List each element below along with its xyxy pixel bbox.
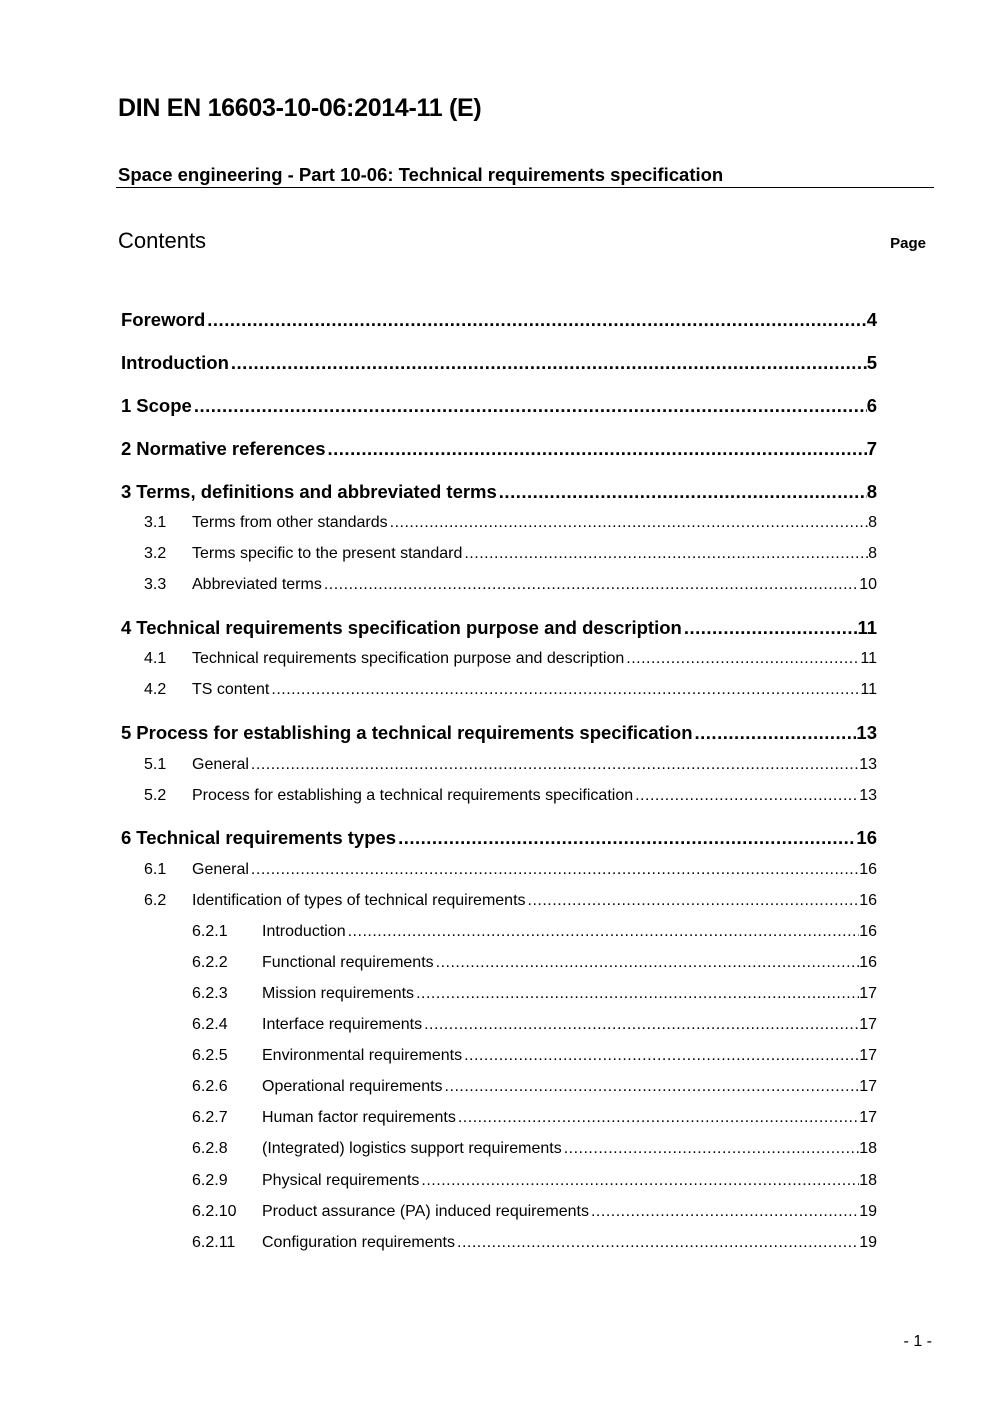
toc-entry-title: Product assurance (PA) induced requirements <box>262 1203 589 1220</box>
toc-entry-number: 2 <box>121 438 132 459</box>
toc-leader-dots <box>564 1140 860 1158</box>
toc-entry-page: 17 <box>859 1047 877 1064</box>
toc-entry[interactable] <box>121 827 877 849</box>
toc-leader-dots <box>528 892 860 910</box>
toc-entry-title: Process for establishing a technical requirements specification <box>192 787 634 804</box>
toc-entry-number: 4.1 <box>144 650 167 667</box>
toc-leader-dots <box>348 923 860 941</box>
toc-entry-page: 11 <box>860 681 877 698</box>
toc-entry[interactable] <box>121 1203 877 1221</box>
toc-entry-page: 19 <box>859 1203 877 1220</box>
toc-entry-title: Human factor requirements <box>262 1109 456 1126</box>
toc-leader-dots <box>464 1047 859 1065</box>
toc-entry-number: 6.2 <box>144 892 167 909</box>
toc-entry-title: Interface requirements <box>262 1016 423 1033</box>
toc-entry-page: 11 <box>857 617 877 638</box>
footer-page-number: - 1 - <box>903 1333 932 1350</box>
toc-entry-title: Technical requirements specification purpose and description <box>136 617 682 638</box>
toc-leader-dots <box>390 514 868 532</box>
toc-leader-dots <box>457 1234 859 1252</box>
toc-entry-page: 16 <box>859 954 877 971</box>
toc-entry-number: 5.1 <box>144 756 167 773</box>
toc-entry-number: 3 <box>121 481 132 502</box>
toc-leader-dots <box>684 617 858 639</box>
toc-entry[interactable] <box>121 309 877 331</box>
toc-leader-dots <box>591 1203 859 1221</box>
toc-entry[interactable] <box>121 395 877 417</box>
toc-entry-title: Introduction <box>121 352 229 373</box>
toc-entry-number: 5 <box>121 722 132 743</box>
toc-entry[interactable] <box>121 514 877 532</box>
toc-entry[interactable] <box>121 1234 877 1252</box>
toc-entry-number: 6.2.11 <box>192 1234 236 1251</box>
toc-entry-title: Identification of types of technical requirements <box>192 892 526 909</box>
toc-entry-number: 6.2.7 <box>192 1109 228 1126</box>
toc-entry-title: Mission requirements <box>262 985 415 1002</box>
toc-entry-title: Technical requirements specification purpose and description <box>192 650 625 667</box>
toc-leader-dots <box>194 395 867 417</box>
toc-leader-dots <box>445 1078 860 1096</box>
toc-entry[interactable] <box>121 1140 877 1158</box>
toc-leader-dots <box>398 827 856 849</box>
toc-entry[interactable] <box>121 1172 877 1190</box>
toc-leader-dots <box>421 1172 859 1190</box>
toc-entry-page: 13 <box>856 722 877 743</box>
toc-entry[interactable] <box>121 923 877 941</box>
toc-entry-title: General <box>192 756 249 773</box>
toc-entry-title: Terms, definitions and abbreviated terms <box>136 481 497 502</box>
toc-leader-dots <box>635 787 859 805</box>
toc-leader-dots <box>695 722 857 744</box>
toc-entry-number: 6.2.5 <box>192 1047 228 1064</box>
toc-entry[interactable] <box>121 545 877 563</box>
toc-entry-number: 3.3 <box>144 576 167 593</box>
toc-entry-title: Abbreviated terms <box>192 576 322 593</box>
toc-leader-dots <box>499 481 867 503</box>
toc-entry[interactable] <box>121 681 877 699</box>
toc-entry[interactable] <box>121 352 877 374</box>
toc-leader-dots <box>324 576 859 594</box>
toc-leader-dots <box>436 954 860 972</box>
toc-entry-title: Technical requirements types <box>136 827 397 848</box>
toc-leader-dots <box>251 756 859 774</box>
toc-entry-page: 8 <box>866 481 877 502</box>
toc-entry-number: 6 <box>121 827 132 848</box>
toc-leader-dots <box>251 861 859 879</box>
toc-entry[interactable] <box>121 861 877 879</box>
toc-entry-page: 6 <box>866 395 877 416</box>
toc-entry-title: Functional requirements <box>262 954 434 971</box>
toc-entry-number: 6.1 <box>144 861 167 878</box>
toc-entry-title: Environmental requirements <box>262 1047 463 1064</box>
toc-entry[interactable] <box>121 1047 877 1065</box>
toc-entry-title: Operational requirements <box>262 1078 443 1095</box>
toc-entry-title: Terms specific to the present standard <box>192 545 463 562</box>
document-title: DIN EN 16603-10-06:2014-11 (E) <box>118 94 482 122</box>
toc-entry-title: Configuration requirements <box>262 1234 455 1251</box>
toc-entry-number: 5.2 <box>144 787 167 804</box>
toc-entry-title: Physical requirements <box>262 1172 420 1189</box>
toc-entry-title: General <box>192 861 249 878</box>
toc-leader-dots <box>626 650 860 668</box>
toc-entry-page: 17 <box>859 1109 877 1126</box>
title-divider <box>116 187 934 188</box>
toc-entry[interactable] <box>121 1078 877 1096</box>
toc-leader-dots <box>328 438 867 460</box>
toc-entry-title: (Integrated) logistics support requirements <box>262 1140 562 1157</box>
toc-entry-page: 16 <box>859 861 877 878</box>
toc-entry-title: Terms from other standards <box>192 514 388 531</box>
toc-entry-page: 13 <box>859 756 877 773</box>
toc-entry-title: Scope <box>136 395 192 416</box>
toc-entry[interactable] <box>121 1016 877 1034</box>
toc-entry-number: 3.2 <box>144 545 167 562</box>
toc-entry-page: 10 <box>859 576 877 593</box>
page-column-label: Page <box>890 235 926 252</box>
toc-entry[interactable] <box>121 985 877 1003</box>
toc-entry[interactable] <box>121 438 877 460</box>
toc-entry-page: 18 <box>859 1140 877 1157</box>
toc-entry[interactable] <box>121 787 877 805</box>
toc-entry-number: 6.2.10 <box>192 1203 237 1220</box>
toc-entry-title: TS content <box>192 681 270 698</box>
toc-entry[interactable] <box>121 650 877 668</box>
toc-entry[interactable] <box>121 481 877 503</box>
toc-leader-dots <box>416 985 859 1003</box>
toc-leader-dots <box>424 1016 859 1034</box>
toc-entry[interactable] <box>121 892 877 910</box>
toc-entry[interactable] <box>121 617 877 639</box>
toc-entry-page: 5 <box>866 352 877 373</box>
toc-entry[interactable] <box>121 722 877 744</box>
toc-entry-number: 6.2.8 <box>192 1140 228 1157</box>
toc-entry-page: 16 <box>856 827 877 848</box>
toc-entry-number: 6.2.2 <box>192 954 228 971</box>
toc-entry[interactable] <box>121 954 877 972</box>
toc-entry-page: 16 <box>859 923 877 940</box>
toc-entry-page: 17 <box>859 985 877 1002</box>
toc-entry-page: 19 <box>859 1234 877 1251</box>
toc-entry[interactable] <box>121 1109 877 1127</box>
toc-entry-page: 17 <box>859 1078 877 1095</box>
toc-entry-title: Process for establishing a technical requirements specification <box>136 722 693 743</box>
document-subtitle: Space engineering - Part 10-06: Technical requirements specification <box>118 164 724 185</box>
toc-leader-dots <box>231 352 867 374</box>
toc-entry-page: 8 <box>868 514 877 531</box>
toc-entry-number: 6.2.3 <box>192 985 228 1002</box>
toc-entry-number: 6.2.1 <box>192 923 228 940</box>
toc-leader-dots <box>271 681 860 699</box>
toc-leader-dots <box>464 545 868 563</box>
toc-entry[interactable] <box>121 576 877 594</box>
toc-entry-page: 7 <box>866 438 877 459</box>
toc-leader-dots <box>207 309 866 331</box>
toc-entry-number: 4.2 <box>144 681 167 698</box>
toc-entry-number: 1 <box>121 395 132 416</box>
toc-entry-number: 3.1 <box>144 514 167 531</box>
toc-leader-dots <box>458 1109 859 1127</box>
toc-entry-page: 8 <box>868 545 877 562</box>
toc-entry-page: 13 <box>859 787 877 804</box>
toc-entry-page: 16 <box>859 892 877 909</box>
contents-heading: Contents <box>118 228 207 253</box>
toc-entry-page: 11 <box>860 650 877 667</box>
toc-entry-number: 6.2.4 <box>192 1016 228 1033</box>
toc-entry-number: 6.2.6 <box>192 1078 228 1095</box>
toc-entry-number: 6.2.9 <box>192 1172 228 1189</box>
toc-entry[interactable] <box>121 756 877 774</box>
toc-entry-page: 4 <box>866 309 877 330</box>
toc-entry-title: Foreword <box>121 309 206 330</box>
toc-entry-title: Introduction <box>262 923 346 940</box>
toc-entry-title: Normative references <box>136 438 326 459</box>
toc-entry-page: 17 <box>859 1016 877 1033</box>
toc-entry-number: 4 <box>121 617 132 638</box>
toc-entry-page: 18 <box>859 1172 877 1189</box>
